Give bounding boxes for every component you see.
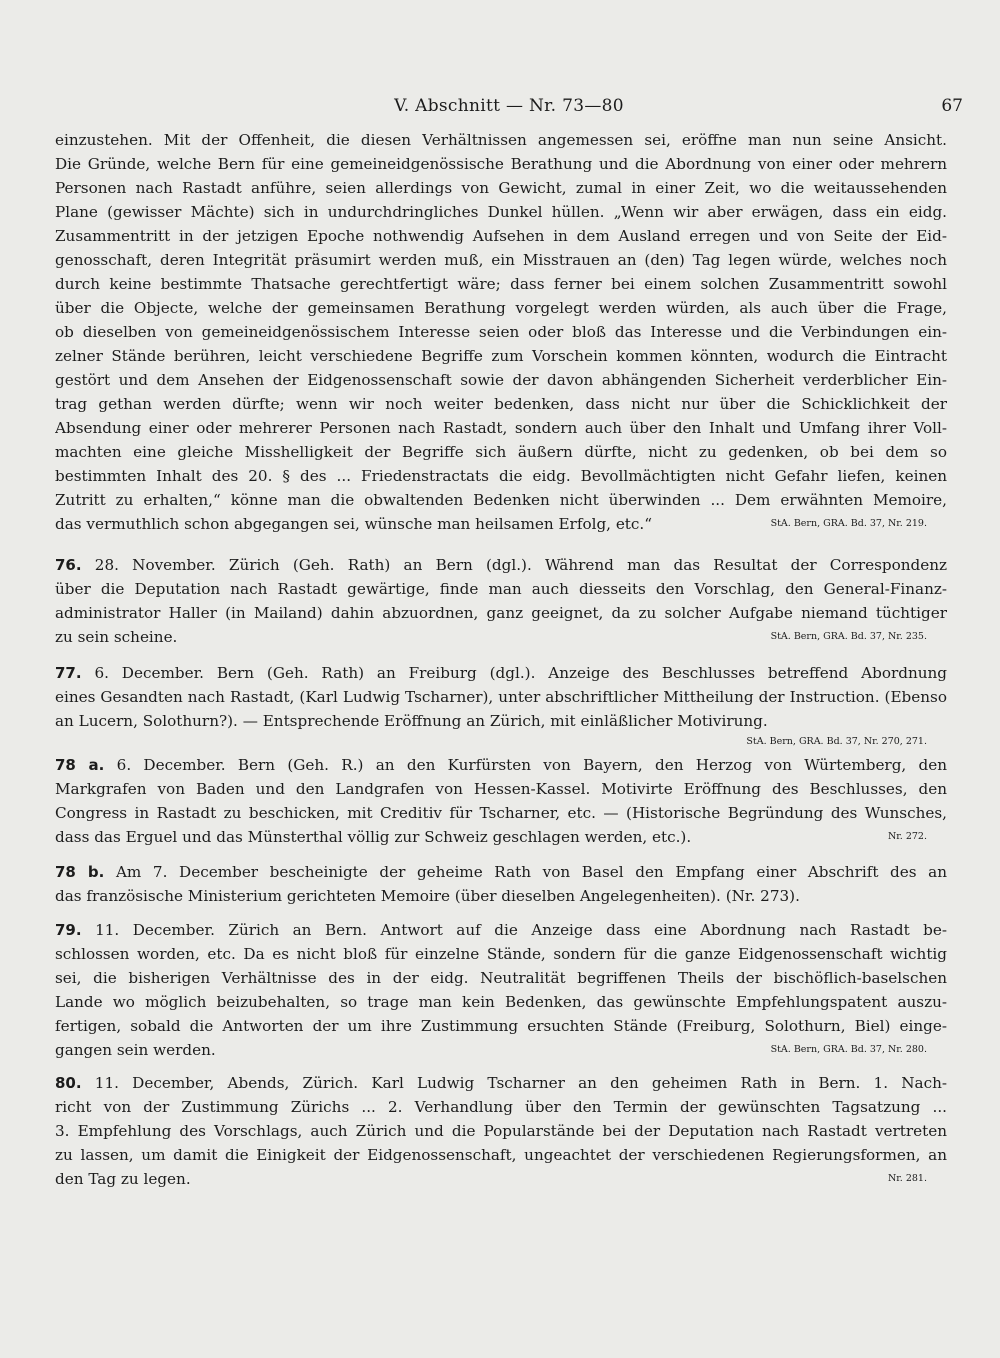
text-line bbox=[55, 918, 947, 942]
text-line bbox=[55, 1071, 947, 1095]
text-line: schlossen worden, etc. Da es nicht bloß für einzelne Stände, sondern für die ganze Eidgenossenschaft wichtig bbox=[55, 945, 947, 963]
text-line: sei, die bisherigen Verhältnisse des in der eidg. Neutralität begriffenen Theils der bischöflich-baselschen bbox=[55, 969, 947, 987]
entry-number: 78 b. bbox=[55, 863, 105, 881]
text-line bbox=[55, 1038, 947, 1062]
text-line: einzustehen. Mit der Offenheit, die diesen Verhältnissen angemessen sei, eröffne man nun seine Ansicht. bbox=[55, 131, 947, 149]
text-line: zu lassen, um damit die Einigkeit der Eidgenossenschaft, ungeachtet der verschiedenen Regierungsformen, an bbox=[55, 1146, 947, 1164]
text-line: durch keine bestimmte Thatsache gerechtfertigt wäre; dass ferner bei einem solchen Zusammentritt sowohl bbox=[55, 275, 947, 293]
text-line-content: 11. December, Abends, Zürich. Karl Ludwig Tscharner an den geheimen Rath in Bern. 1. Nach- bbox=[94, 1074, 947, 1092]
text-line: über die Objecte, welche der gemeinsamen Berathung vorgelegt werden würden, als auch über die Frage, bbox=[55, 299, 947, 317]
text-line: Markgrafen von Baden und den Landgrafen von Hessen-Kassel. Motivirte Eröffnung des Beschlusses, den bbox=[55, 780, 947, 798]
intro-paragraph bbox=[55, 128, 947, 536]
text-line: zelner Stände berühren, leicht verschiedene Begriffe zum Vorschein kommen könnten, wodurch die Eintracht bbox=[55, 347, 947, 365]
text-line bbox=[55, 512, 947, 536]
text-line bbox=[55, 553, 947, 577]
text-line bbox=[55, 860, 947, 884]
text-line-content: 6. December. Bern (Geh. R.) an den Kurfürsten von Bayern, den Herzog von Würtemberg, den bbox=[116, 756, 947, 774]
text-line-content: das vermuthlich schon abgegangen sei, wünsche man heilsamen Erfolg, etc.“ bbox=[55, 515, 653, 533]
text-line-content: 11. December. Zürich an Bern. Antwort auf die Anzeige dass eine Abordnung nach Rastadt be- bbox=[95, 921, 947, 939]
text-line-content: 28. November. Zürich (Geh. Rath) an Bern (dgl.). Während man das Resultat der Correspondenz bbox=[94, 556, 947, 574]
entry-number: 79. bbox=[55, 921, 82, 939]
entry-number: 77. bbox=[55, 664, 82, 682]
text-line bbox=[55, 1167, 947, 1191]
text-line: gestört und dem Ansehen der Eidgenossenschaft sowie der davon abhängenden Sicherheit verderblicher Ein- bbox=[55, 371, 947, 389]
text-line: bestimmten Inhalt des 20. § des ... Friedenstractats die eidg. Bevollmächtigten nicht Gefahr liefen, keinen bbox=[55, 467, 947, 485]
text-line: richt von der Zustimmung Zürichs ... 2. Verhandlung über den Termin der gewünschten Tagsatzung ... bbox=[55, 1098, 947, 1116]
text-line bbox=[55, 625, 947, 649]
entry-number: 76. bbox=[55, 556, 82, 574]
text-line: Lande wo möglich beizubehalten, so trage man kein Bedenken, das gewünschte Empfehlungspatent auszu- bbox=[55, 993, 947, 1011]
entry-79 bbox=[55, 918, 947, 1062]
source-reference: StA. Bern, GRA. Bd. 37, Nr. 280. bbox=[770, 1044, 927, 1055]
source-reference: StA. Bern, GRA. Bd. 37, Nr. 219. bbox=[770, 518, 927, 529]
text-line-content: zu sein scheine. bbox=[55, 628, 178, 646]
source-reference: StA. Bern, GRA. Bd. 37, Nr. 270, 271. bbox=[746, 736, 927, 747]
source-reference: Nr. 281. bbox=[887, 1173, 927, 1184]
source-reference: Nr. 272. bbox=[887, 831, 927, 842]
text-line-content: den Tag zu legen. bbox=[55, 1170, 191, 1188]
text-line: administrator Haller (in Mailand) dahin abzuordnen, ganz geeignet, da zu solcher Aufgabe niemand tüchtiger bbox=[55, 604, 947, 622]
entry-number: 80. bbox=[55, 1074, 82, 1092]
text-line: Zusammentritt in der jetzigen Epoche nothwendig Aufsehen in dem Ausland erregen und von Seite der Eid- bbox=[55, 227, 947, 245]
text-line: eines Gesandten nach Rastadt, (Karl Ludwig Tscharner), unter abschriftlicher Mittheilung der Instruction. (Ebenso bbox=[55, 688, 947, 706]
text-line-content: gangen sein werden. bbox=[55, 1041, 216, 1059]
entry-80 bbox=[55, 1071, 947, 1191]
running-header bbox=[55, 96, 963, 120]
entry-number: 78 a. bbox=[55, 756, 105, 774]
text-line: Die Gründe, welche Bern für eine gemeineidgenössische Berathung und die Abordnung von einer oder mehrern bbox=[55, 155, 947, 173]
text-line: Congress in Rastadt zu beschicken, mit Creditiv für Tscharner, etc. — (Historische Begründung des Wunsches, bbox=[55, 804, 947, 822]
text-line: genosschaft, deren Integrität präsumirt werden muß, ein Misstrauen an (den) Tag legen würde, welches noch bbox=[55, 251, 947, 269]
text-line-content: dass das Erguel und das Münsterthal völlig zur Schweiz geschlagen werden, etc.). bbox=[55, 828, 692, 846]
text-line: über die Deputation nach Rastadt gewärtige, finde man auch diesseits den Vorschlag, den General-Finanz- bbox=[55, 580, 947, 598]
text-line: Zutritt zu erhalten,“ könne man die obwaltenden Bedenken nicht überwinden ... Dem erwähnten Memoire, bbox=[55, 491, 947, 509]
entry-76 bbox=[55, 553, 947, 649]
entry-78a bbox=[55, 753, 947, 849]
page-number: 67 bbox=[941, 96, 963, 116]
text-line: fertigen, sobald die Antworten der um ihre Zustimmung ersuchten Stände (Freiburg, Solothurn, Biel) einge- bbox=[55, 1017, 947, 1035]
section-title: V. Abschnitt — Nr. 73—80 bbox=[394, 96, 624, 116]
text-line-content: Am 7. December bescheinigte der geheime Rath von Basel den Empfang einer Abschrift des an bbox=[115, 863, 947, 881]
text-line: Absendung einer oder mehrerer Personen nach Rastadt, sondern auch über den Inhalt und Umfang ihrer Voll- bbox=[55, 419, 947, 437]
text-line bbox=[55, 753, 947, 777]
entry-77 bbox=[55, 661, 947, 751]
text-line: an Lucern, Solothurn?). — Entsprechende Eröffnung an Zürich, mit einläßlicher Motivirung. bbox=[55, 712, 768, 730]
text-line: das französische Ministerium gerichteten Memoire (über dieselben Angelegenheiten). (Nr. 273). bbox=[55, 887, 800, 905]
text-line: Personen nach Rastadt anführe, seien allerdings von Gewicht, zumal in einer Zeit, wo die weitaussehenden bbox=[55, 179, 947, 197]
text-line: ob dieselben von gemeineidgenössischem Interesse seien oder bloß das Interesse und die Verbindungen ein- bbox=[55, 323, 947, 341]
text-line: machten eine gleiche Misshelligkeit der Begriffe sich äußern dürfte, nicht zu gedenken, ob bei dem so bbox=[55, 443, 947, 461]
source-reference: StA. Bern, GRA. Bd. 37, Nr. 235. bbox=[770, 631, 927, 642]
text-line: Plane (gewisser Mächte) sich in undurchdringliches Dunkel hüllen. „Wenn wir aber erwägen, dass ein eidg. bbox=[55, 203, 947, 221]
text-line-content: 6. December. Bern (Geh. Rath) an Freiburg (dgl.). Anzeige des Beschlusses betreffend Abordnung bbox=[94, 664, 947, 682]
text-line: trag gethan werden dürfte; wenn wir noch weiter bedenken, dass nicht nur über die Schicklichkeit der bbox=[55, 395, 947, 413]
text-line bbox=[55, 825, 947, 849]
text-line: 3. Empfehlung des Vorschlags, auch Zürich und die Popularstände bei der Deputation nach Rastadt vertreten bbox=[55, 1122, 947, 1140]
entry-78b bbox=[55, 860, 947, 908]
text-line bbox=[55, 661, 947, 685]
